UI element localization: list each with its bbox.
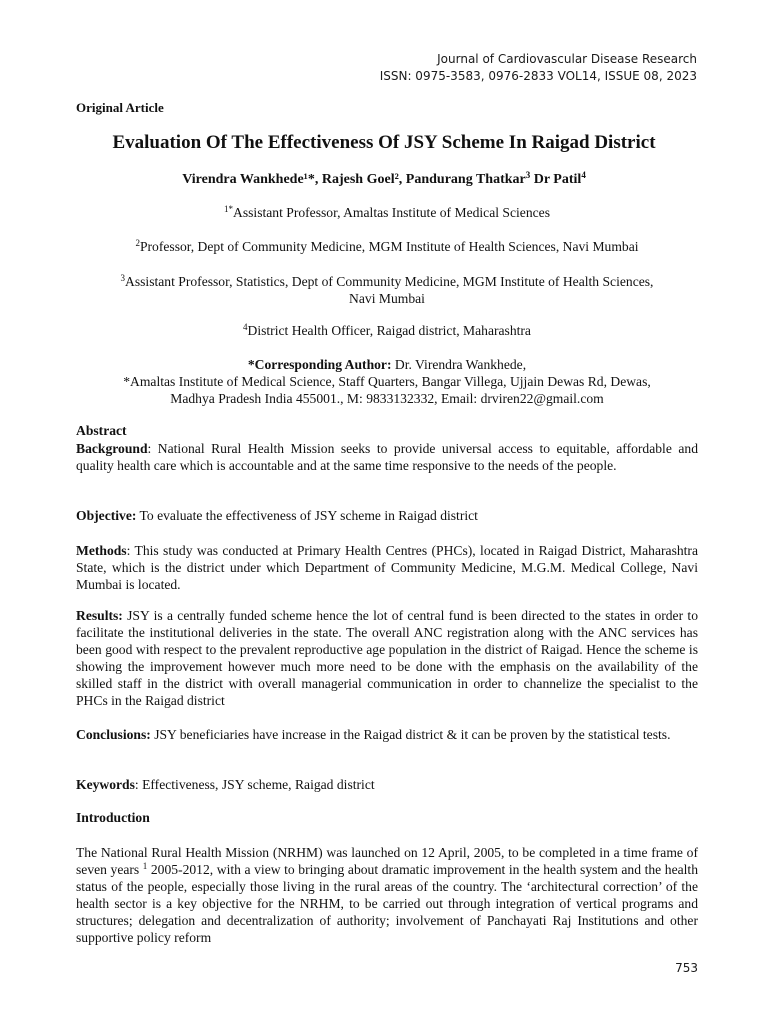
affiliation-2-text: Professor, Dept of Community Medicine, MGM Institute of Health Sciences, Navi Mumbai xyxy=(139,239,639,254)
author-names-1: Virendra Wankhede¹*, Rajesh Goel², Pandurang Thatkar xyxy=(182,172,526,187)
results-text: JSY is a centrally funded scheme hence the lot of central fund is been directed to the states in order to facilitate the institutional deliveries in the state. The overall ANC registration along with the ANC services has been good with respect to the prevalent reproductive age population in the district of Raigad. Hence the scheme is showing the improvement however much more need to be done with the emphasis on the availability of the skilled staff in the district with overall managerial communication in order to channelize the specialist to the PHCs in the Raigad district xyxy=(76,608,698,708)
affiliation-4-text: District Health Officer, Raigad district, Maharashtra xyxy=(247,323,531,338)
introduction-paragraph xyxy=(76,844,698,946)
affiliation-3-line2: Navi Mumbai xyxy=(349,291,425,306)
affiliation-2-sup: 2 xyxy=(135,238,140,248)
corresponding-contact: Madhya Pradesh India 455001., M: 9833132332, Email: drviren22@gmail.com xyxy=(170,391,604,406)
affiliation-4-sup: 4 xyxy=(243,322,248,332)
introduction-text-a: The National Rural Health Mission (NRHM) was launched on 12 April, 2005, to be completed in a time frame of seven years xyxy=(76,845,698,877)
journal-name: Journal of Cardiovascular Disease Research xyxy=(437,52,697,66)
objective-label: Objective: xyxy=(76,508,137,523)
conclusions-label: Conclusions: xyxy=(76,727,151,742)
issn-line: ISSN: 0975-3583, 0976-2833 VOL14, ISSUE 08, 2023 xyxy=(379,69,697,83)
objective-text: To evaluate the effectiveness of JSY scheme in Raigad district xyxy=(136,508,478,523)
introduction-heading: Introduction xyxy=(76,810,150,825)
affiliation-1-sup: 1* xyxy=(224,204,234,214)
affiliation-1-text: Assistant Professor, Amaltas Institute of Medical Sciences xyxy=(233,205,550,220)
author-sup-3: 3 xyxy=(525,170,531,180)
corresponding-author-label: *Corresponding Author: xyxy=(247,357,392,372)
author-names-2: Dr Patil xyxy=(530,172,582,187)
methods-label: Methods xyxy=(76,543,127,558)
author-list xyxy=(0,172,768,188)
keywords-text: : Effectiveness, JSY scheme, Raigad district xyxy=(134,777,375,792)
affiliation-4 xyxy=(76,322,698,339)
abstract-methods xyxy=(76,542,698,593)
abstract-objective xyxy=(76,507,698,524)
corresponding-author-block xyxy=(76,356,698,407)
results-label: Results: xyxy=(76,608,123,623)
journal-header xyxy=(380,51,697,85)
corresponding-author-name: Dr. Virendra Wankhede, xyxy=(391,357,527,372)
reference-sup-1: 1 xyxy=(142,861,148,871)
background-text: : National Rural Health Mission seeks to provide universal access to equitable, affordable and quality health care which is accountable and at the same time responsive to the needs of the people. xyxy=(76,441,698,473)
corresponding-address: *Amaltas Institute of Medical Science, Staff Quarters, Bangar Villega, Ujjain Dewas Rd, Dewas, xyxy=(123,374,651,389)
affiliation-3 xyxy=(76,273,698,307)
keywords-label: Keywords xyxy=(76,777,135,792)
keywords xyxy=(76,776,698,793)
affiliation-2 xyxy=(76,238,698,255)
abstract-conclusions xyxy=(76,726,698,743)
introduction-text-b: 2005-2012, with a view to bringing about dramatic improvement in the health system and the health status of the people, especially those living in the rural areas of the country. The ‘architectural correction’ of the health sector is a key objective for the NRHM, to be carried out through integration of vertical programs and structures; delegation and decentralization of authority; involvement of Panchayati Raj Institutions and other supportive policy reform xyxy=(76,862,698,945)
affiliation-3-text: Assistant Professor, Statistics, Dept of Community Medicine, MGM Institute of Health Sciences, xyxy=(125,274,654,289)
abstract-results xyxy=(76,607,698,709)
affiliation-3-sup: 3 xyxy=(120,273,126,283)
author-sup-4: 4 xyxy=(581,170,586,180)
affiliation-1 xyxy=(76,204,698,221)
conclusions-text: JSY beneficiaries have increase in the Raigad district & it can be proven by the statistical tests. xyxy=(150,727,671,742)
abstract-background xyxy=(76,440,698,474)
background-label: Background xyxy=(76,441,148,456)
article-type: Original Article xyxy=(76,100,164,115)
page-number: 753 xyxy=(675,961,698,975)
abstract-heading: Abstract xyxy=(76,423,127,438)
methods-text: : This study was conducted at Primary Health Centres (PHCs), located in Raigad District, Maharashtra State, which is the district under which Department of Community Medicine, M.G.M. Medical College, Navi Mumbai is located. xyxy=(76,543,698,592)
paper-title: Evaluation Of The Effectiveness Of JSY Scheme In Raigad District xyxy=(112,132,656,153)
